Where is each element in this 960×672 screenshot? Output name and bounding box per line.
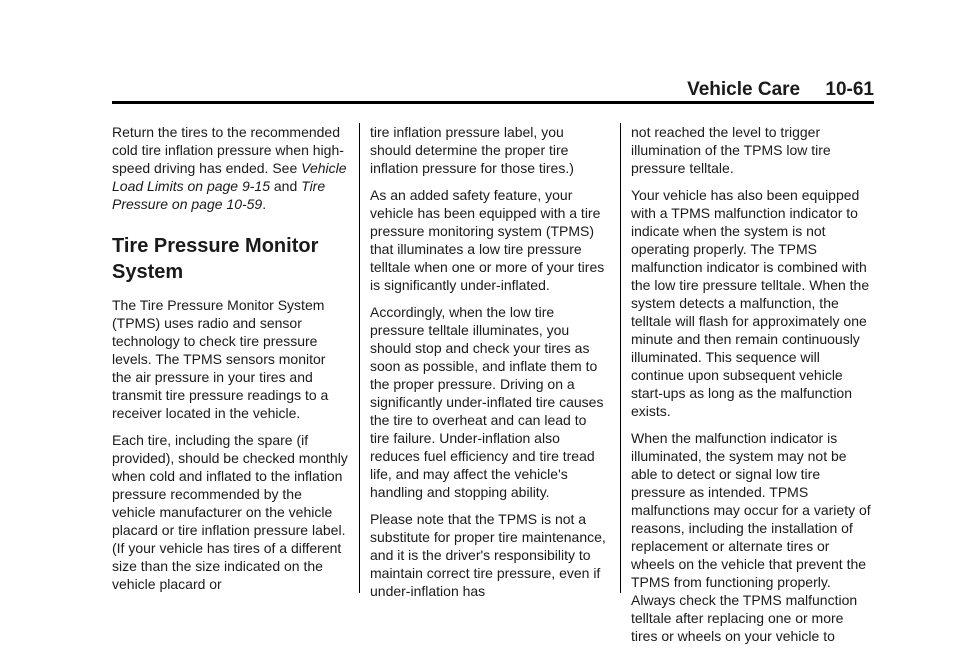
paragraph: The Tire Pressure Monitor System (TPMS) uses radio and sensor technology to check tire pressure levels. The TPMS sensors monitor the air pressure in your tires and transmit tire pressure readings to a receiver located in the vehicle.: [112, 297, 329, 421]
header-rule: [112, 101, 874, 104]
page-header: [687, 80, 874, 99]
cross-reference-link[interactable]: Vehicle Load Limits on page 9-15: [112, 160, 347, 194]
paragraph: Accordingly, when the low tire pressure telltale illuminates, you should stop and check your tires as soon as possible, and inflate them to the proper pressure. Driving on a significantly under-inflated tire causes the tire to overheat and can lead to tire failure. Under-inflation also reduces fuel efficiency and tire tread life, and may affect the vehicle's handling and stopping ability.: [370, 304, 604, 500]
paragraph-return-tires: Return the tires to the recommended cold tire inflation pressure when high-speed driving has ended. See Vehicle Load Limits on page 9-15 and Tire Pressure on page 10-59.: [112, 124, 347, 212]
section-title: Vehicle Care: [687, 79, 801, 100]
paragraph: Each tire, including the spare (if provided), should be checked monthly when cold and inflated to the inflation pressure recommended by the vehicle manufacturer on the vehicle placard or tire inflation pressure label. (If your vehicle has tires of a different size than the size indicated on the vehicle placard or: [112, 432, 348, 592]
paragraph: not reached the level to trigger illumination of the TPMS low tire pressure telltale.: [631, 124, 831, 176]
column-divider: [359, 123, 360, 593]
column-3: [631, 123, 871, 654]
paragraph: Please note that the TPMS is not a substitute for proper tire maintenance, and it is the driver's responsibility to maintain correct tire pressure, even if under-inflation has: [370, 511, 606, 599]
cross-reference-link[interactable]: Tire Pressure on page 10-59: [112, 178, 326, 212]
column-divider: [620, 123, 621, 593]
column-2: [370, 123, 606, 609]
paragraph: As an added safety feature, your vehicle has been equipped with a tire pressure monitoring system (TPMS) that illuminates a low tire pressure telltale when one or more of your tires is significantly under-inflated.: [370, 187, 605, 293]
section-heading: Tire Pressure Monitor System: [112, 235, 319, 283]
column-1: [112, 123, 348, 602]
paragraph: Your vehicle has also been equipped with a TPMS malfunction indicator to indicate when the system is not operating properly. The TPMS malfunction indicator is combined with the low tire pressure telltale. When the system detects a malfunction, the telltale will flash for approximately one minute and then remain continuously illuminated. This sequence will continue upon subsequent vehicle start-ups as long as the malfunction exists.: [631, 187, 870, 419]
page-number: 10-61: [825, 79, 874, 100]
paragraph: tire inflation pressure label, you should determine the proper tire inflation pressure for those tires.): [370, 124, 574, 176]
paragraph: When the malfunction indicator is illuminated, the system may not be able to detect or signal low tire pressure as intended. TPMS malfunctions may occur for a variety of reasons, including the installation of replacement or alternate tires or wheels on the vehicle that prevent the TPMS from functioning properly. Always check the TPMS malfunction telltale after replacing one or more tires or wheels on your vehicle to: [631, 430, 871, 644]
